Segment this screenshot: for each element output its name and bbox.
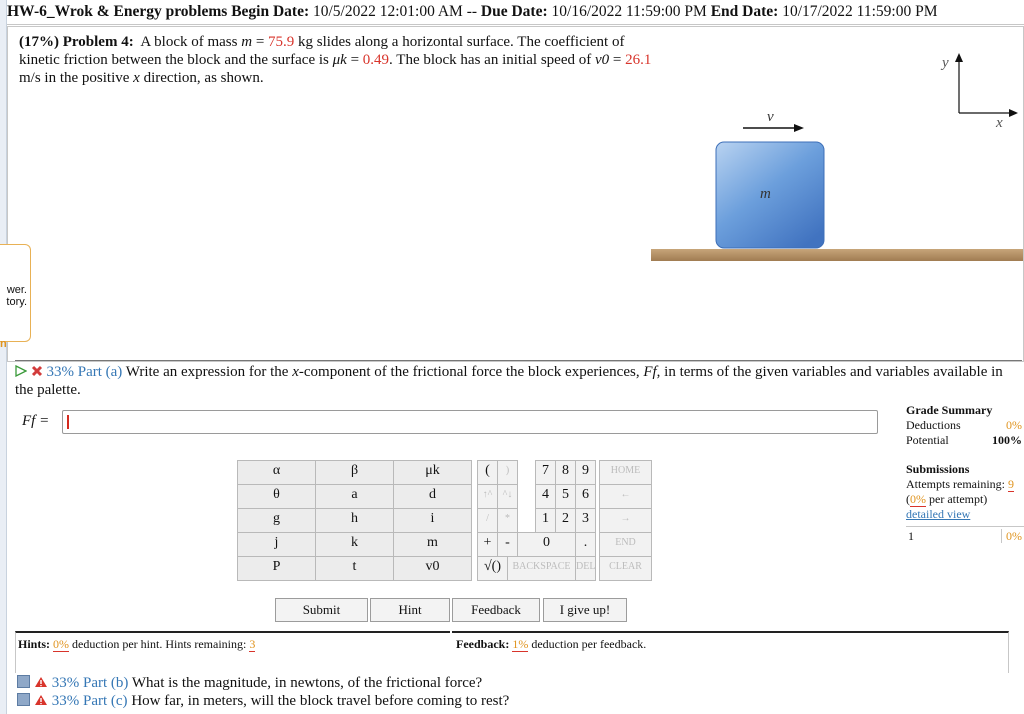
course-title: HW-6_Wrok & Energy problems: [7, 3, 228, 20]
palette-key-minus[interactable]: -: [497, 532, 518, 557]
deductions-value: 0%: [1006, 418, 1022, 432]
problem-text-5: direction, as shown.: [143, 70, 264, 86]
warning-icon: [34, 676, 48, 688]
feedback-panel: [452, 631, 1009, 673]
per-attempt-open: (: [906, 492, 910, 506]
velocity-label: v: [767, 109, 774, 125]
palette-key-four[interactable]: 4: [535, 484, 556, 509]
palette-key-end[interactable]: END: [599, 532, 652, 557]
part-c-row[interactable]: [17, 692, 509, 710]
palette-key-two[interactable]: 2: [555, 508, 576, 533]
palette-var-4-0[interactable]: P: [237, 556, 316, 581]
palette-var-0-1[interactable]: β: [315, 460, 394, 485]
palette-key-three[interactable]: 3: [575, 508, 596, 533]
hints-panel: [15, 631, 450, 673]
palette-var-1-1[interactable]: a: [315, 484, 394, 509]
palette-key-lparen[interactable]: (: [477, 460, 498, 485]
palette-key-right[interactable]: →: [599, 508, 652, 533]
feedback-deduction: 1%: [512, 637, 529, 651]
problem-box: [7, 26, 1024, 362]
palette-var-0-2[interactable]: μk: [393, 460, 472, 485]
problem-text-2: kg slides along a horizontal surface. The coefficient of kinetic friction between the block and the surface is: [19, 34, 625, 68]
warning-icon: [34, 694, 48, 706]
per-attempt-value: 0%: [910, 492, 926, 506]
begin-date: 10/5/2022 12:01:00 AM: [312, 3, 463, 20]
palette-var-1-2[interactable]: d: [393, 484, 472, 509]
equals-1: =: [255, 34, 265, 50]
end-date: 10/17/2022 11:59:00 PM: [782, 3, 938, 20]
part-a-x-symbol: x: [292, 364, 299, 380]
date-separator: --: [466, 3, 478, 20]
expand-icon[interactable]: [17, 675, 30, 688]
palette-key-eight[interactable]: 8: [555, 460, 576, 485]
palette-key-six[interactable]: 6: [575, 484, 596, 509]
feedback-button[interactable]: Feedback: [452, 598, 540, 622]
palette-key-left[interactable]: ←: [599, 484, 652, 509]
palette-key-updown[interactable]: ^↓: [497, 484, 518, 509]
block-mass-label: m: [760, 186, 771, 202]
problem-figure: [8, 27, 1023, 361]
v0-symbol: v0: [594, 52, 610, 68]
palette-key-up[interactable]: ↑^: [477, 484, 498, 509]
attempt-percentage: 0%: [1001, 529, 1022, 543]
palette-var-2-2[interactable]: i: [393, 508, 472, 533]
play-icon[interactable]: [15, 365, 27, 377]
problem-title: Problem 4:: [62, 34, 134, 50]
palette-var-4-2[interactable]: v0: [393, 556, 472, 581]
answer-label: Ff =: [22, 413, 50, 429]
part-b-label: 33% Part (b): [51, 675, 129, 691]
problem-text-4: m/s in the positive: [19, 70, 130, 86]
palette-key-nine[interactable]: 9: [575, 460, 596, 485]
problem-weight: (17%): [19, 34, 59, 50]
due-label: Due Date:: [480, 3, 548, 20]
palette-key-clear[interactable]: CLEAR: [599, 556, 652, 581]
part-c-text: How far, in meters, will the block travel before coming to rest?: [131, 693, 510, 709]
part-b-text: What is the magnitude, in newtons, of the frictional force?: [131, 675, 483, 691]
palette-key-seven[interactable]: 7: [535, 460, 556, 485]
palette-key-dot[interactable]: .: [575, 532, 596, 557]
x-axis-label: x: [996, 115, 1003, 131]
palette-var-3-2[interactable]: m: [393, 532, 472, 557]
hint-button[interactable]: Hint: [370, 598, 450, 622]
text-caret: [67, 415, 69, 429]
x-symbol: x: [133, 70, 140, 86]
end-label: End Date:: [710, 3, 779, 20]
side-tab-letter: n: [0, 338, 7, 350]
palette-key-backspace[interactable]: BACKSPACE: [507, 556, 576, 581]
palette-key-rparen[interactable]: ): [497, 460, 518, 485]
palette-key-five[interactable]: 5: [555, 484, 576, 509]
palette-key-zero[interactable]: 0: [517, 532, 576, 557]
feedback-label: Feedback:: [456, 637, 510, 651]
palette-key-del[interactable]: DEL: [575, 556, 596, 581]
palette-key-one[interactable]: 1: [535, 508, 556, 533]
palette-var-0-0[interactable]: α: [237, 460, 316, 485]
due-date: 10/16/2022 11:59:00 PM: [551, 3, 707, 20]
equals-2: =: [350, 52, 360, 68]
velocity-arrowhead: [794, 124, 804, 132]
potential-label: Potential: [906, 433, 949, 447]
part-a-ff-symbol: Ff: [643, 364, 657, 380]
side-tab-line-2: tory.: [6, 296, 27, 308]
mu-value: 0.49: [362, 52, 390, 68]
grade-summary: [906, 403, 1024, 543]
palette-var-3-0[interactable]: j: [237, 532, 316, 557]
assignment-header: [7, 0, 1024, 25]
submit-button[interactable]: Submit: [275, 598, 368, 622]
equals-3: =: [612, 52, 622, 68]
mu-symbol: μk: [332, 52, 347, 68]
hints-remaining: 3: [249, 637, 256, 651]
answer-input[interactable]: [62, 410, 878, 434]
mass-symbol: m: [241, 34, 253, 50]
palette-key-div[interactable]: /: [477, 508, 498, 533]
mass-value: 75.9: [268, 34, 295, 50]
y-axis-label: y: [942, 55, 949, 71]
per-attempt-text: per attempt): [929, 492, 988, 506]
part-a-text-2: -component of the frictional force the block experiences,: [298, 364, 640, 380]
feedback-text: deduction per feedback.: [531, 637, 647, 651]
part-a-label: 33% Part (a): [46, 364, 123, 380]
part-b-row[interactable]: [17, 674, 482, 692]
v0-value: 26.1: [625, 52, 652, 68]
deductions-label: Deductions: [906, 418, 961, 432]
palette-var-2-1[interactable]: h: [315, 508, 394, 533]
hints-deduction: 0%: [53, 637, 70, 651]
problem-text-1: A block of mass: [140, 34, 238, 50]
part-a-divider: [15, 360, 1022, 361]
floor-surface: [651, 249, 1023, 261]
give-up-button[interactable]: I give up!: [543, 598, 627, 622]
side-help-tab[interactable]: [0, 244, 31, 342]
detailed-view-link[interactable]: detailed view: [906, 507, 971, 521]
part-a-text-3: , in terms of the given variables and variables available in the palette.: [15, 364, 1003, 398]
attempts-label: Attempts remaining:: [906, 477, 1005, 491]
problem-text-3: . The block has an initial speed of: [389, 52, 592, 68]
y-axis-arrowhead: [955, 53, 963, 62]
left-gutter: [0, 0, 7, 714]
palette-var-3-1[interactable]: k: [315, 532, 394, 557]
grade-summary-title: Grade Summary: [906, 403, 993, 417]
attempts-remaining: 9: [1007, 477, 1014, 491]
part-a-text-1: Write an expression for the: [125, 364, 289, 380]
expand-icon[interactable]: [17, 693, 30, 706]
palette-var-2-0[interactable]: g: [237, 508, 316, 533]
x-axis-arrowhead: [1009, 109, 1018, 117]
part-c-label: 33% Part (c): [51, 693, 128, 709]
begin-label: Begin Date:: [231, 3, 310, 20]
hints-label: Hints:: [18, 637, 51, 651]
palette-key-plus[interactable]: +: [477, 532, 498, 557]
palette-var-4-1[interactable]: t: [315, 556, 394, 581]
incorrect-x-icon: [31, 365, 43, 377]
part-a-question: [15, 363, 1015, 399]
attempt-number: 1: [908, 529, 914, 543]
potential-value: 100%: [992, 433, 1022, 447]
submissions-title: Submissions: [906, 462, 970, 476]
palette-var-1-0[interactable]: θ: [237, 484, 316, 509]
side-tab-line-1: wer.: [6, 284, 27, 296]
palette-key-mul[interactable]: *: [497, 508, 518, 533]
palette-key-home[interactable]: HOME: [599, 460, 652, 485]
hints-text: deduction per hint. Hints remaining:: [72, 637, 247, 651]
palette-key-sqrt[interactable]: √(): [477, 556, 508, 581]
